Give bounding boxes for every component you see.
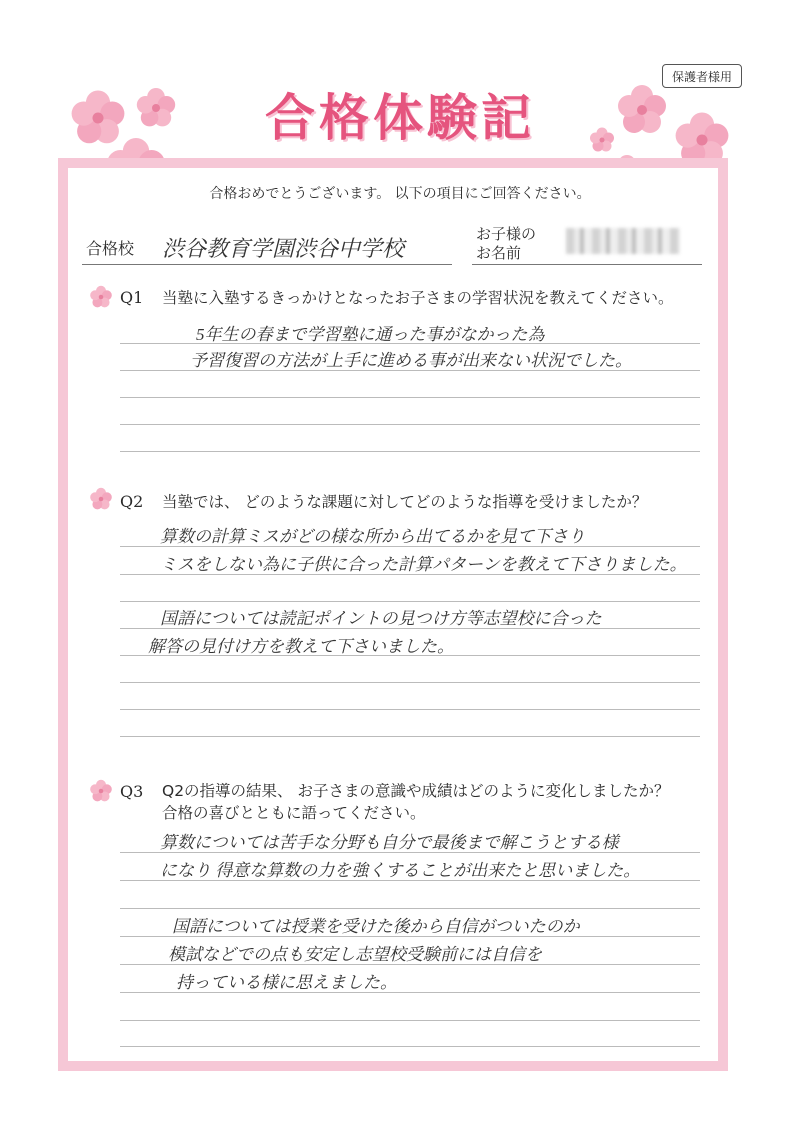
q3-line bbox=[120, 936, 700, 937]
q2-number: Q2 bbox=[120, 492, 144, 511]
q2-line bbox=[120, 736, 700, 737]
q3-line bbox=[120, 880, 700, 881]
q2-answer-line-1: 算数の計算ミスがどの様な所から出てるかを見て下さり bbox=[160, 527, 585, 546]
q1-answer-line-1: 5年生の春まで学習塾に通った事がなかった為 bbox=[196, 325, 545, 344]
q2-line bbox=[120, 682, 700, 683]
child-name-underline bbox=[472, 264, 702, 265]
q1-line bbox=[120, 343, 700, 344]
q3-line bbox=[120, 1046, 700, 1047]
respondent-badge: 保護者様用 bbox=[662, 64, 742, 88]
child-name-label bbox=[476, 225, 536, 263]
school-underline bbox=[82, 264, 452, 265]
child-name-redacted bbox=[566, 228, 680, 254]
q2-line bbox=[120, 546, 700, 547]
q1-flower-icon bbox=[88, 284, 114, 310]
q2-line bbox=[120, 601, 700, 602]
q2-question: 当塾では、 どのような課題に対してどのような指導を受けましたか？ bbox=[162, 493, 648, 511]
q2-flower-icon bbox=[88, 486, 114, 512]
school-label: 合格校 bbox=[86, 239, 135, 258]
q1-question: 当塾に入塾するきっかけとなったお子さまの学習状況を教えてください。 bbox=[162, 289, 674, 307]
q1-line bbox=[120, 397, 700, 398]
intro-text: 合格おめでとうございます。 以下の項目にご回答ください。 bbox=[209, 186, 591, 202]
q2-line bbox=[120, 574, 700, 575]
q1-line bbox=[120, 451, 700, 452]
q2-answer-line-2: ミスをしない為に子供に合った計算パターンを教えて下さりました。 bbox=[160, 555, 687, 574]
q1-number: Q1 bbox=[120, 288, 144, 307]
child-name-label-line1: お子様の bbox=[476, 225, 537, 243]
q3-answer-line-5: 持っている様に思えました。 bbox=[176, 973, 397, 992]
q3-number: Q3 bbox=[120, 782, 144, 801]
page-title: 合格体験記 bbox=[265, 88, 535, 147]
q3-answer-line-1: 算数については苦手な分野も自分で最後まで解こうとする様 bbox=[160, 833, 619, 852]
q2-line bbox=[120, 628, 700, 629]
q3-line bbox=[120, 908, 700, 909]
q3-question-line-1: Q2の指導の結果、 お子さまの意識や成績はどのように変化しましたか？ bbox=[162, 782, 670, 800]
q3-line bbox=[120, 992, 700, 993]
q3-line bbox=[120, 852, 700, 853]
q2-answer-line-4: 解答の見付け方を教えて下さいました。 bbox=[148, 637, 454, 656]
q3-answer-line-3: 国語については授業を受けた後から自信がついたのか bbox=[172, 917, 580, 936]
q1-line bbox=[120, 370, 700, 371]
q3-answer-line-2: になり 得意な算数の力を強くすることが出来たと思いました。 bbox=[160, 861, 641, 880]
q3-question-line-2: 合格の喜びとともに語ってください。 bbox=[162, 804, 426, 822]
q3-answer-line-4: 模試などでの点も安定し志望校受験前には自信を bbox=[168, 945, 542, 964]
q2-answer-line-3: 国語については読記ポイントの見つけ方等志望校に合った bbox=[160, 609, 602, 628]
q3-line bbox=[120, 964, 700, 965]
q2-line bbox=[120, 709, 700, 710]
school-value: 渋谷教育学園渋谷中学校 bbox=[162, 236, 405, 261]
q1-line bbox=[120, 424, 700, 425]
q2-line bbox=[120, 655, 700, 656]
q3-line bbox=[120, 1020, 700, 1021]
q1-answer-line-2: 予習復習の方法が上手に進める事が出来ない状況でした。 bbox=[190, 351, 632, 370]
child-name-label-line2: お名前 bbox=[476, 244, 522, 262]
q3-flower-icon bbox=[88, 778, 114, 804]
